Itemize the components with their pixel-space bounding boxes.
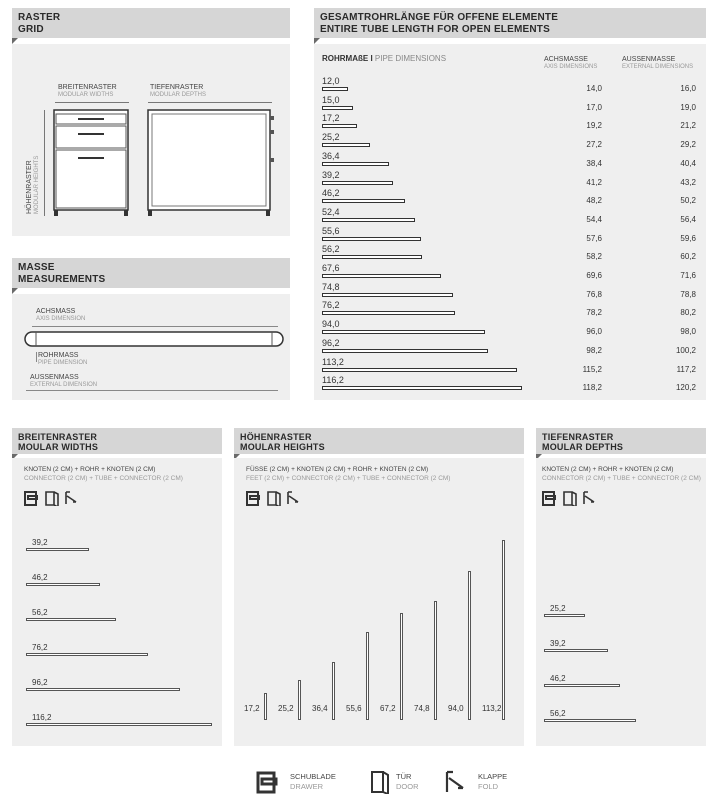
door-icon (44, 490, 60, 506)
cabinet-drawing-side (144, 108, 278, 220)
widths-value: 39,2 (32, 538, 48, 547)
tube-row-pipe: 39,2 (322, 169, 340, 180)
tube-row-ext: 117,2 (676, 364, 696, 374)
depths-dimline (148, 102, 272, 103)
heights-formula-1: FÜSSE (2 CM) + KNOTEN (2 CM) + ROHR + KNOTEN (2 CM) (246, 466, 429, 473)
tube-row-pipe: 116,2 (322, 375, 344, 386)
pipe-label: ROHRMASS (38, 352, 79, 359)
tube-title: GESAMTROHRLÄNGE FÜR OFFENE ELEMENTE (320, 12, 559, 23)
tube-row-bar (322, 162, 389, 166)
col2-header-a: ACHSMASSE (544, 56, 588, 63)
legend (256, 768, 516, 796)
tube-row-axis: 19,2 (586, 121, 602, 131)
heights-bar (366, 632, 369, 720)
fold-icon (582, 490, 598, 506)
legend-door-en: DOOR (396, 782, 419, 791)
ext-sub: EXTERNAL DIMENSION (30, 382, 98, 388)
tube-row-pipe: 56,2 (322, 244, 340, 255)
depths-bar (544, 684, 620, 687)
widths-formula-1: KNOTEN (2 CM) + ROHR + KNOTEN (2 CM) (24, 466, 156, 473)
tube-row-axis: 57,6 (586, 233, 602, 243)
widths-bar (26, 688, 180, 691)
tube-row-ext: 21,2 (680, 121, 696, 131)
depths-icons (542, 490, 602, 508)
tube-row-axis: 38,4 (586, 158, 602, 168)
heights-value: 55,6 (346, 704, 362, 713)
tube-row-ext: 78,8 (680, 289, 696, 299)
raster-panel (12, 44, 290, 236)
widths-icons (24, 490, 84, 508)
tube-row-ext: 29,2 (680, 140, 696, 150)
drawer-icon (246, 490, 262, 506)
tube-row-axis: 48,2 (586, 196, 602, 206)
heights-bar (264, 693, 267, 720)
fold-icon (444, 770, 470, 794)
tube-row-ext: 40,4 (680, 158, 696, 168)
depths-bar (544, 614, 585, 617)
depths-value: 25,2 (550, 604, 566, 613)
tube-row-pipe: 46,2 (322, 188, 340, 199)
widths-value: 116,2 (32, 713, 52, 722)
tube-row-axis: 27,2 (586, 140, 602, 150)
heights-title: HÖHENRASTER (240, 432, 312, 442)
col1-header-a: ROHRMAßE I (322, 54, 373, 63)
tube-row-pipe: 67,6 (322, 263, 340, 273)
tube-row-ext: 16,0 (680, 84, 696, 93)
tube-row-axis: 118,2 (582, 383, 602, 393)
tube-row-pipe: 12,0 (322, 76, 340, 86)
tube-row-bar (322, 330, 485, 334)
heights-label: HÖHENRASTER (26, 160, 33, 214)
tube-profile (24, 330, 286, 350)
widths-value: 76,2 (32, 643, 48, 652)
depths-subtitle: MOULAR DEPTHS (542, 442, 624, 452)
heights-formula-2: FEET (2 CM) + CONNECTOR (2 CM) + TUBE + CONNECTOR (2 CM) (246, 475, 451, 482)
depths-title: TIEFENRASTER (542, 432, 614, 442)
tube-row-pipe: 55,6 (322, 225, 340, 236)
ext-label: AUSSENMASS (30, 374, 79, 381)
door-icon (266, 490, 282, 506)
heights-bar (332, 662, 335, 720)
masse-header (12, 258, 290, 288)
tube-row-pipe: 36,4 (322, 150, 340, 161)
tube-row-axis: 69,6 (586, 271, 602, 280)
tube-row-pipe: 25,2 (322, 132, 340, 143)
tube-row-bar (322, 87, 348, 91)
tube-subtitle: ENTIRE TUBE LENGTH FOR OPEN ELEMENTS (320, 24, 550, 35)
tube-panel (314, 44, 706, 400)
depths-formula-2: CONNECTOR (2 CM) + TUBE + CONNECTOR (2 CM) (542, 475, 701, 482)
legend-door-de: TÜR (396, 772, 412, 781)
raster-subtitle: GRID (18, 24, 44, 35)
tube-row-pipe: 52,4 (322, 206, 340, 217)
heights-header (234, 428, 524, 454)
tube-row-pipe: 15,0 (322, 94, 340, 105)
axis-label: ACHSMASS (36, 308, 76, 315)
widths-bar (26, 583, 100, 586)
depths-value: 56,2 (550, 709, 566, 718)
depths-sub: MODULAR DEPTHS (150, 92, 207, 98)
legend-fold-en: FOLD (478, 782, 499, 791)
heights-bar (400, 613, 403, 720)
drawer-icon (24, 490, 40, 506)
widths-bar (26, 618, 116, 621)
tube-row-ext: 19,0 (680, 102, 696, 112)
tube-row-ext: 98,0 (680, 327, 696, 337)
heights-value: 17,2 (244, 704, 260, 713)
tube-row-pipe: 76,2 (322, 300, 340, 311)
tube-row-bar (322, 293, 453, 297)
col2-header-b: AXIS DIMENSIONS (544, 64, 598, 70)
depths-bar (544, 719, 636, 722)
widths-bar (26, 548, 89, 551)
tube-row-ext: 43,2 (680, 177, 696, 187)
ext-line (26, 390, 278, 391)
tube-row-bar (322, 106, 353, 110)
heights-bar (434, 601, 437, 720)
axis-sub: AXIS DIMENSION (36, 316, 86, 322)
door-icon (562, 490, 578, 506)
depths-header (536, 428, 706, 454)
col1-header (322, 54, 446, 63)
tube-row-pipe: 94,0 (322, 319, 340, 330)
widths-value: 96,2 (32, 678, 48, 687)
tube-row-bar (322, 181, 393, 185)
tube-row-axis: 41,2 (586, 177, 602, 187)
tube-row-pipe: 96,2 (322, 337, 340, 348)
tube-header (314, 8, 706, 38)
tube-row-pipe: 74,8 (322, 281, 340, 292)
heights-subtitle: MOULAR HEIGHTS (240, 442, 325, 452)
masse-subtitle: MEASUREMENTS (18, 274, 106, 285)
widths-formula-2: CONNECTOR (2 CM) + TUBE + CONNECTOR (2 CM) (24, 475, 183, 482)
heights-bar (298, 680, 301, 720)
tube-row-ext: 71,6 (680, 271, 696, 280)
widths-dimline (55, 102, 129, 103)
raster-title: RASTER (18, 12, 61, 23)
widths-value: 46,2 (32, 573, 48, 582)
tube-row-ext: 100,2 (675, 345, 696, 355)
depths-value: 46,2 (550, 674, 566, 683)
col1-header-b: PIPE DIMENSIONS (374, 54, 447, 63)
depths-formula-1: KNOTEN (2 CM) + ROHR + KNOTEN (2 CM) (542, 466, 674, 473)
raster-header (12, 8, 290, 38)
depths-panel (536, 458, 706, 746)
tube-row-ext: 120,2 (675, 383, 696, 393)
drawer-icon (256, 770, 280, 794)
tube-row-axis: 54,4 (586, 214, 602, 224)
drawer-icon (542, 490, 558, 506)
fold-icon (286, 490, 302, 506)
tube-row-pipe: 113,2 (322, 356, 344, 367)
tube-row-ext: 56,4 (680, 214, 696, 224)
tube-row-bar (322, 143, 370, 147)
widths-bar (26, 653, 148, 656)
heights-panel (234, 458, 524, 746)
tube-row-ext: 60,2 (680, 252, 696, 262)
axis-line (32, 326, 278, 327)
tube-row-axis: 76,8 (586, 289, 602, 299)
masse-panel (12, 294, 290, 400)
depths-bar (544, 649, 608, 652)
tube-row-axis: 14,0 (586, 84, 602, 93)
fold-icon (64, 490, 80, 506)
tube-row-ext: 50,2 (680, 196, 696, 206)
widths-bar (26, 723, 212, 726)
tube-row-axis: 78,2 (586, 308, 602, 318)
widths-title: BREITENRASTER (18, 432, 98, 442)
legend-drawer-en: DRAWER (290, 782, 324, 791)
heights-value: 67,2 (380, 704, 396, 713)
tube-row-pipe: 17,2 (322, 113, 340, 124)
widths-header (12, 428, 222, 454)
widths-subtitle: MOULAR WIDTHS (18, 442, 99, 452)
tube-row-bar (322, 218, 415, 222)
heights-icons (246, 490, 306, 508)
tube-row-bar (322, 199, 405, 203)
tube-row-bar (322, 311, 455, 315)
tube-row-axis: 115,2 (582, 364, 602, 374)
widths-value: 56,2 (32, 608, 48, 617)
tube-row-ext: 59,6 (680, 233, 696, 243)
legend-drawer-de: SCHUBLADE (290, 772, 336, 781)
masse-title: MASSE (18, 262, 55, 273)
legend-fold-de: KLAPPE (478, 772, 508, 781)
cabinet-drawing-front (50, 108, 134, 220)
tube-row-bar (322, 237, 421, 241)
col3-header-a: AUSSENMASSE (622, 56, 676, 63)
pipe-line (36, 352, 37, 362)
widths-label: BREITENRASTER (58, 84, 117, 91)
heights-bar (468, 571, 471, 720)
widths-sub: MODULAR WIDTHS (58, 92, 114, 98)
pipe-sub: PIPE DIMENSION (38, 360, 88, 366)
tube-row-axis: 58,2 (586, 252, 602, 262)
tube-row-bar (322, 255, 422, 259)
heights-sub: MODULAR HEIGHTS (34, 155, 40, 214)
door-icon (370, 770, 390, 794)
heights-value: 74,8 (414, 704, 430, 713)
tube-row-bar (322, 386, 522, 390)
heights-bar (502, 540, 505, 720)
depths-label: TIEFENRASTER (150, 84, 204, 91)
tube-row-bar (322, 274, 441, 278)
tube-row-bar (322, 124, 357, 128)
heights-dimline (44, 110, 45, 216)
heights-value: 94,0 (448, 704, 464, 713)
tube-row-ext: 80,2 (680, 308, 696, 318)
heights-value: 25,2 (278, 704, 294, 713)
tube-row-axis: 98,2 (586, 345, 602, 355)
depths-value: 39,2 (550, 639, 566, 648)
heights-value: 113,2 (482, 704, 502, 713)
heights-value: 36,4 (312, 704, 328, 713)
col3-header-b: EXTERNAL DIMENSIONS (622, 64, 694, 70)
tube-row-bar (322, 349, 488, 353)
tube-row-axis: 17,0 (586, 102, 602, 112)
tube-row-bar (322, 368, 517, 372)
tube-row-axis: 96,0 (586, 327, 602, 337)
widths-panel (12, 458, 222, 746)
